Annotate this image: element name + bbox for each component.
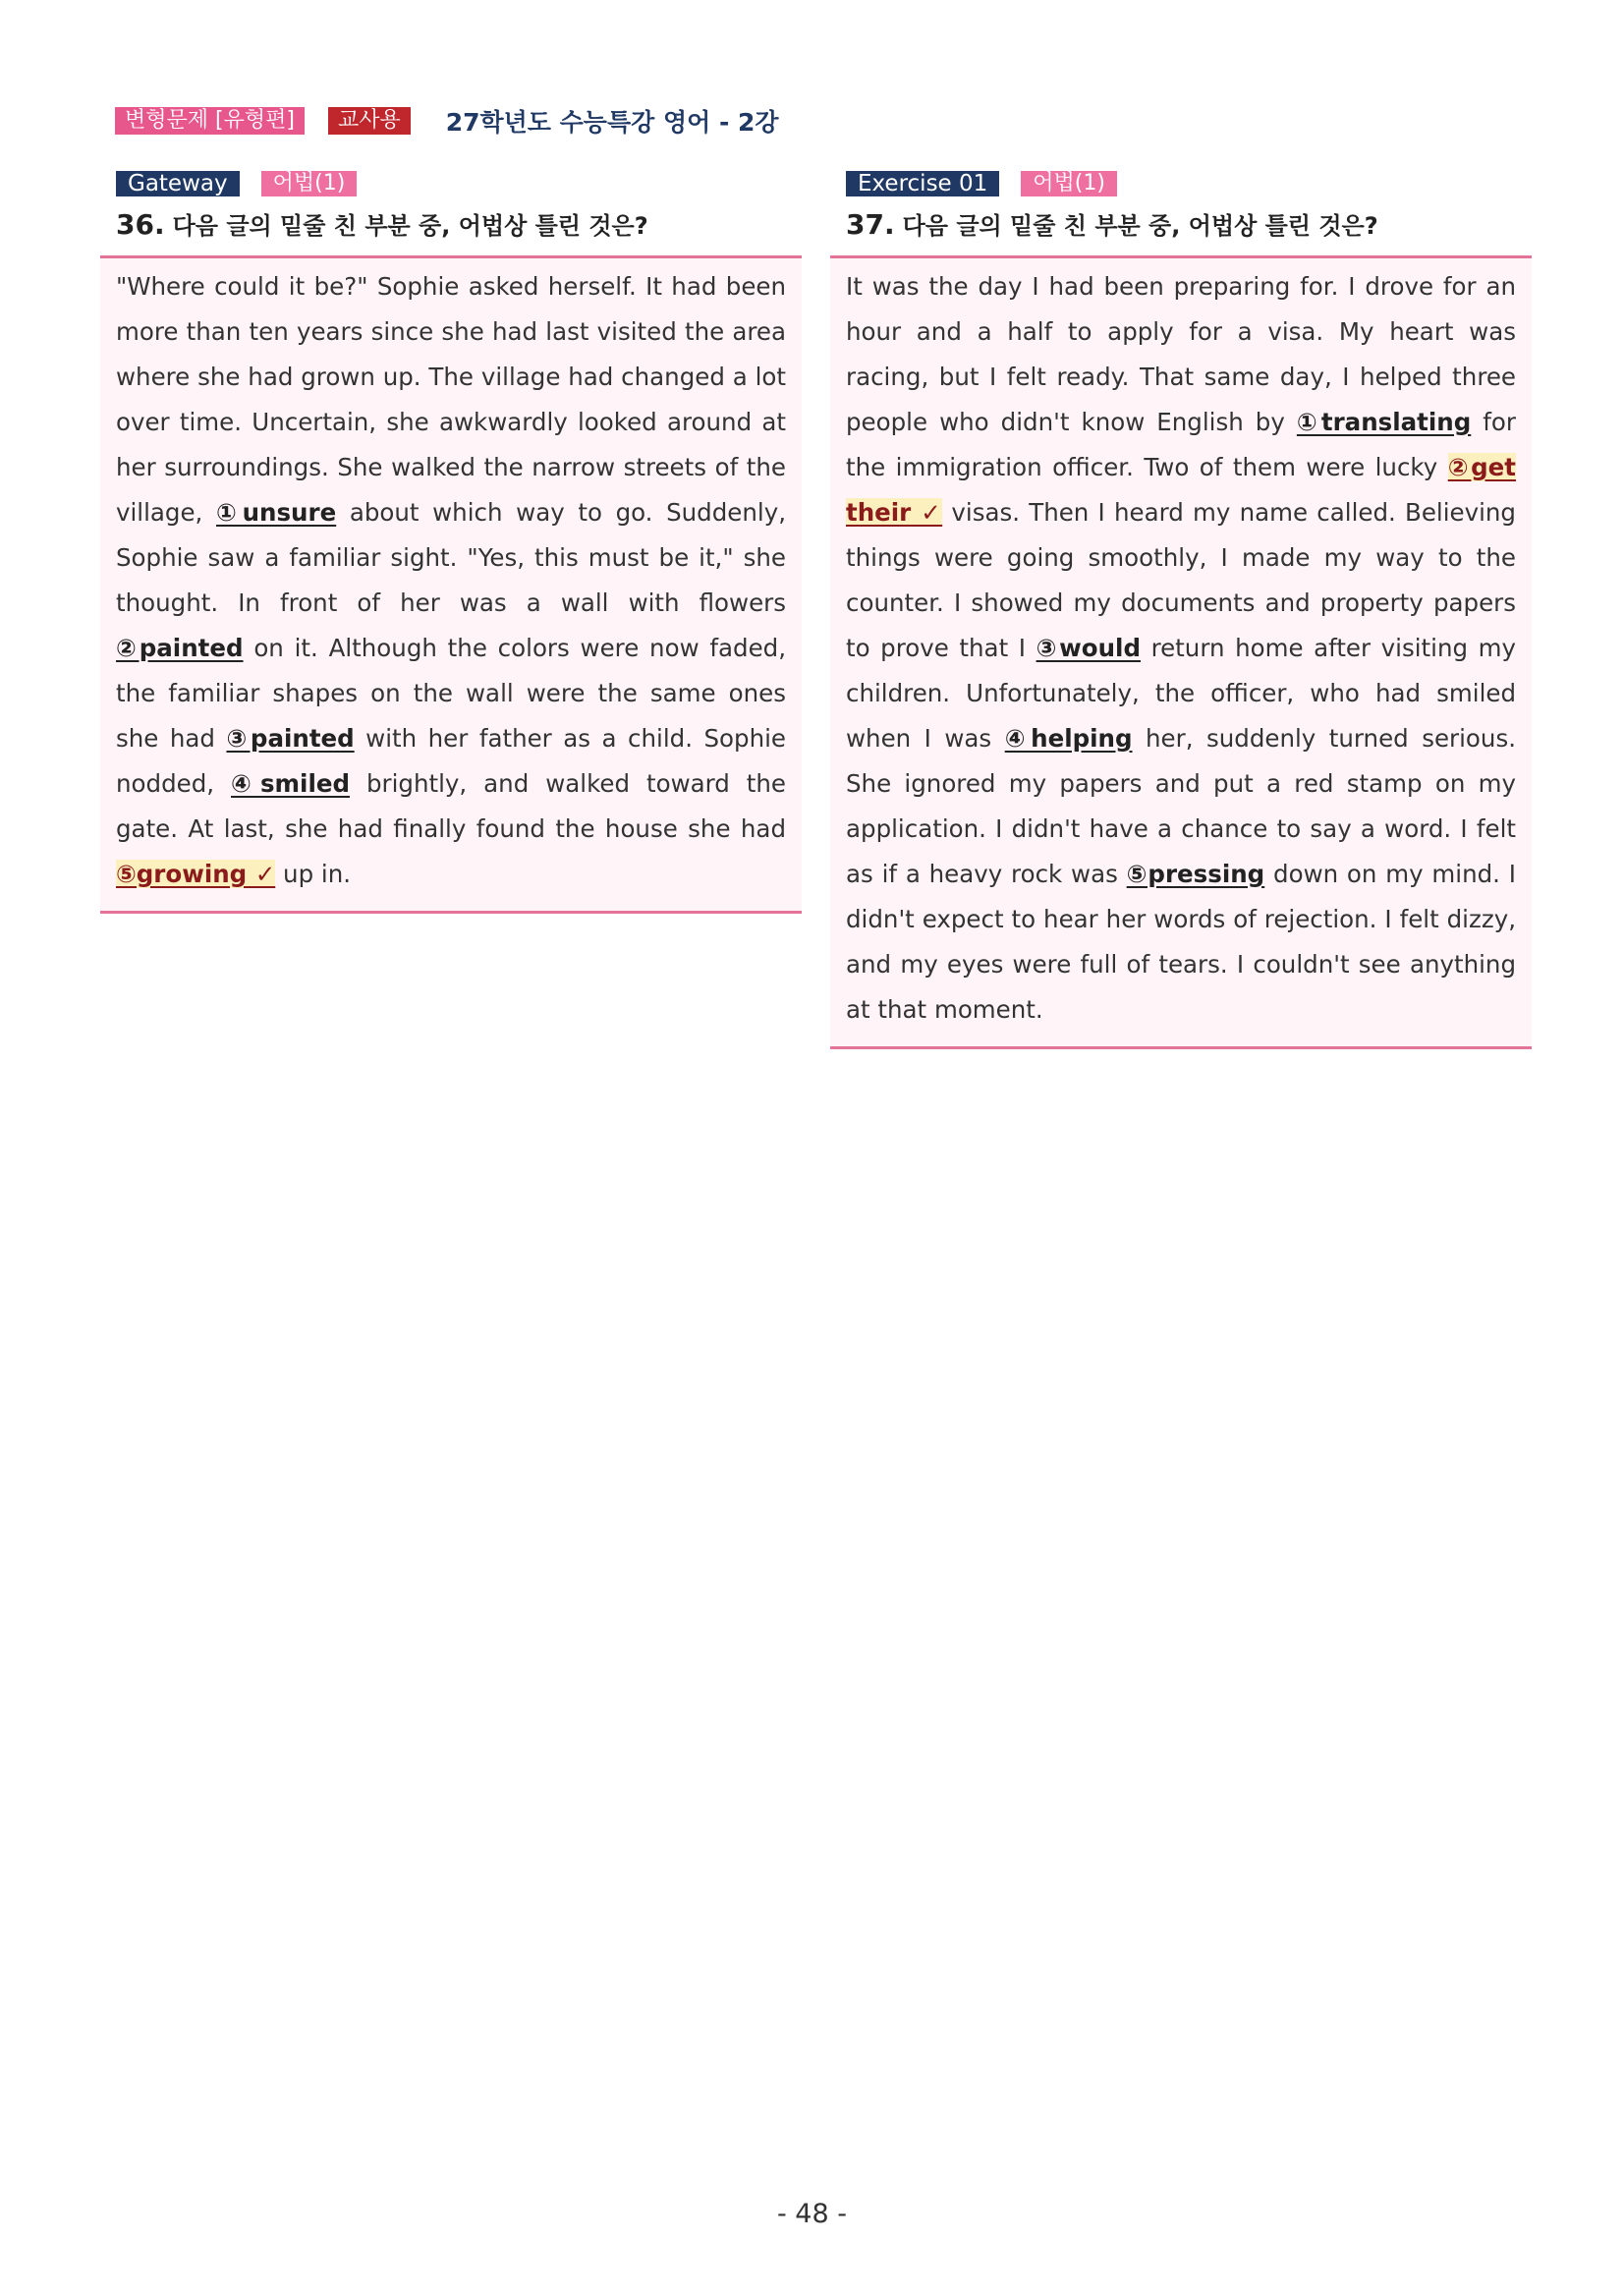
section-label: Exercise 01	[846, 171, 999, 196]
underlined-choice: ③would	[1036, 634, 1141, 662]
left-label-row	[116, 171, 802, 196]
type-tag: 변형문제 [유형편]	[115, 107, 305, 135]
underlined-choice: ②painted	[116, 634, 244, 662]
passage-text: her, suddenly turned serious. She ignored my papers and put a red stamp on my application. I didn't have a chance to say a word. I felt as if a heavy rock was	[846, 724, 1516, 888]
passage-text: It was the day I had been preparing for. I drove for an hour and a half to apply for a visa. My heart was racing, but I felt ready. That same day, I helped three people who didn't know English by	[846, 272, 1516, 436]
right-label-row	[846, 171, 1532, 196]
passage-text: for the immigration officer. Two of them were lucky	[846, 408, 1516, 481]
passage-text: down on my mind. I didn't expect to hear her words of rejection. I felt dizzy, and my eyes were full of tears. I couldn't see anything at that moment.	[846, 860, 1516, 1024]
teacher-tag: 교사용	[328, 107, 411, 135]
passage-text: brightly, and walked toward the gate. At last, she had finally found the house she had	[116, 769, 787, 843]
question-text: 다음 글의 밑줄 친 부분 중, 어법상 틀린 것은?	[172, 212, 648, 240]
page-header	[115, 106, 779, 136]
page-number: - 48 -	[776, 2199, 847, 2229]
passage-text: "Where could it be?" Sophie asked herself. It had been more than ten years since she had last visited the area where she had grown up. The village had changed a lot over time. Uncertain, she awkwardly looked around at her surroundings. She walked the narrow streets of the village,	[116, 272, 786, 527]
answer-choice: ②get their ✓	[846, 453, 1517, 527]
question-heading	[116, 208, 802, 242]
passage-text: return home after visiting my children. Unfortunately, the officer, who had smiled when I was	[846, 634, 1516, 753]
answer-choice: ⑤growing ✓	[116, 860, 276, 888]
passage-text: about which way to go. Suddenly, Sophie saw a familiar sight. "Yes, this must be it," she thought. In front of her was a wall with flowers	[116, 498, 786, 617]
underlined-choice: ①translating	[1296, 408, 1472, 436]
question-text: 다음 글의 밑줄 친 부분 중, 어법상 틀린 것은?	[902, 212, 1378, 240]
passage-text: up in.	[275, 860, 352, 888]
passage-text: visas. Then I heard my name called. Believing things were going smoothly, I made my way to the counter. I showed my documents and property papers to prove that I	[846, 498, 1516, 662]
passage-box	[100, 255, 802, 914]
underlined-choice: ④helping	[1004, 724, 1133, 753]
passage-text: on it. Although the colors were now faded, the familiar shapes on the wall were the same ones she had	[116, 634, 787, 753]
underlined-choice: ④smiled	[231, 769, 351, 798]
right-column	[830, 171, 1532, 1049]
category-tag: 어법(1)	[261, 171, 358, 196]
category-tag: 어법(1)	[1021, 171, 1117, 196]
left-column	[100, 171, 802, 914]
underlined-choice: ⑤pressing	[1126, 860, 1265, 888]
question-heading	[846, 208, 1532, 242]
question-number: 37.	[846, 208, 895, 241]
question-number: 36.	[116, 208, 165, 241]
underlined-choice: ①unsure	[215, 498, 337, 527]
underlined-choice: ③painted	[226, 724, 355, 753]
passage-box	[830, 255, 1532, 1049]
section-label: Gateway	[116, 171, 240, 196]
passage-text: with her father as a child. Sophie nodded,	[116, 724, 786, 798]
header-title: 27학년도 수능특강 영어 - 2강	[445, 108, 779, 137]
